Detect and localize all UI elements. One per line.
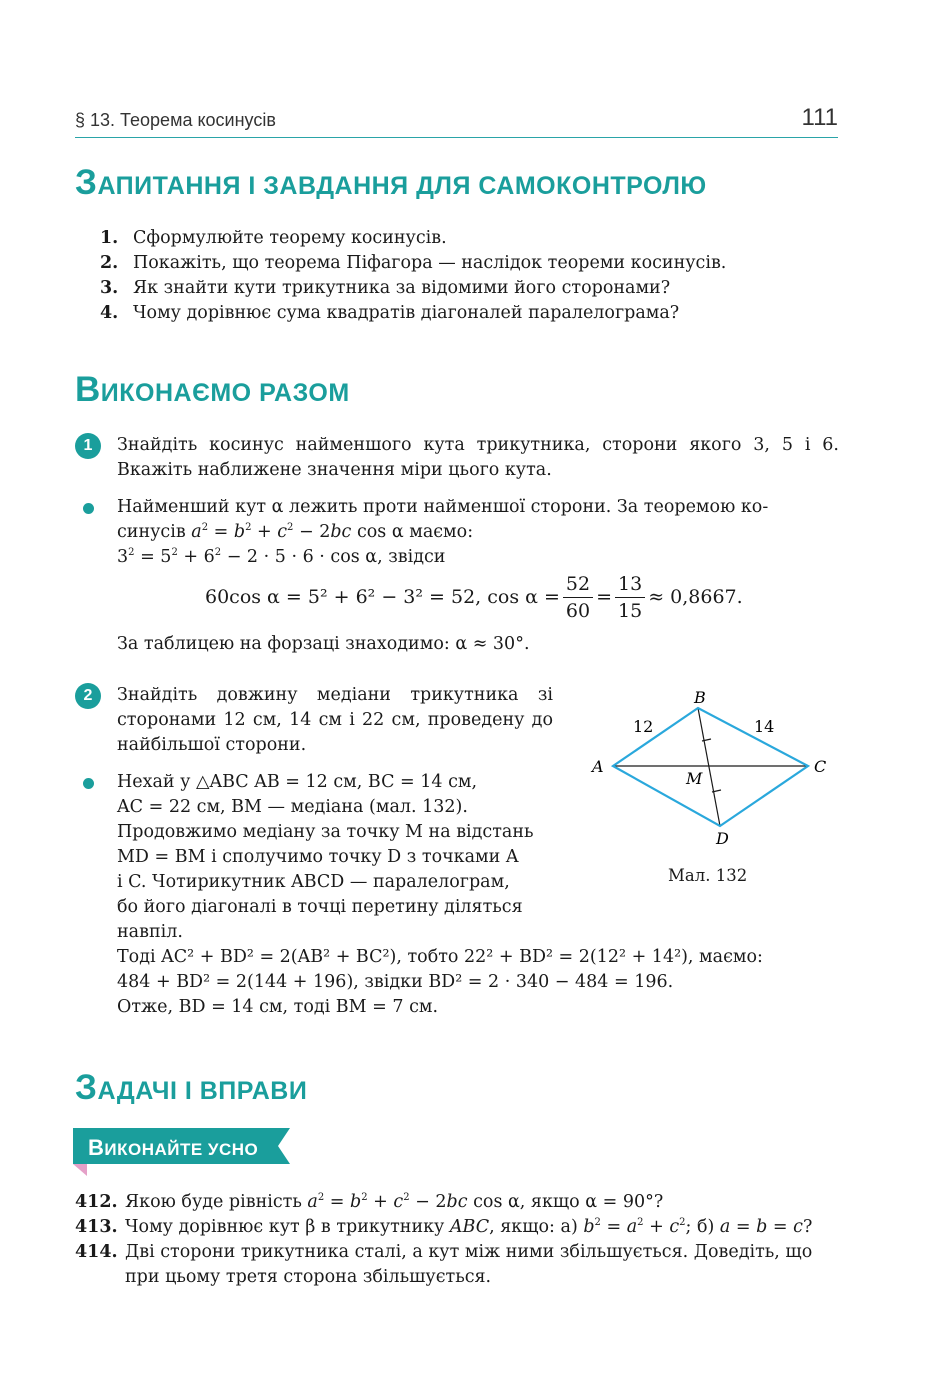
label-side-ab: 12 — [633, 717, 654, 736]
exercises-title: ЗАДАЧІ І ВПРАВИ — [75, 1068, 308, 1107]
exercise-413: 413. Чому дорівнює кут β в трикутнику ABC, якщо: а) $b^2 = a^2 + c^2$; б) a = b = c? — [75, 1217, 813, 1237]
label-m: M — [686, 769, 703, 788]
solution-1-conclusion: За таблицею на форзаці знаходимо: α ≈ 30°. — [117, 634, 530, 654]
question-2: 2. Покажіть, що теорема Піфагора — наслідок теореми косинусів. — [100, 253, 727, 273]
cosine-formula: 60cos α = 5² + 6² − 3² = 52, cos α = $\frac{52}{60}$ = $\frac{13}{15}$ ≈ 0,8667. — [205, 572, 743, 622]
label-d: D — [716, 829, 729, 848]
solution-2-text: Нехай у △ABC AB = 12 см, BC = 14 см, AC = 22 см, BM — медіана (мал. 132). Продовжимо медіану за точку M на відстань MD = BM і сполучимо точку D з точками A і C. Чотирикутник ABCD — паралелограм, бо його діагоналі в точці перетину діляться навпіл. Тоді AC² + BD² = 2(AB² + BC²), тобто 22² + BD² = 2(12² + 14²), маємо: 484 + BD² = 2(144 + 196), звідки BD² = 2 · 340 − 484 = 196. Отже, BD = 14 см, тоді BM = 7 см. — [117, 772, 763, 1017]
diagonal-bd — [698, 708, 720, 826]
together-title: ВИКОНАЄМО РАЗОМ — [75, 370, 350, 409]
exercise-412: 412. Якою буде рівність $a^2 = b^2 + c^2 - 2bc$ cos α, якщо α = 90°? — [75, 1192, 664, 1212]
solution-2-bullet — [83, 778, 94, 789]
self-check-title: ЗАПИТАННЯ І ЗАВДАННЯ ДЛЯ САМОКОНТРОЛЮ — [75, 163, 707, 202]
header-divider — [75, 137, 838, 138]
oral-exercises-label: ВИКОНАЙТЕ УСНО — [88, 1135, 259, 1160]
fraction-13-15: $\frac{13}{15}$ — [615, 571, 645, 624]
question-3: 3. Як знайти кути трикутника за відомими його сторонами? — [100, 278, 671, 298]
task-1-badge: 1 — [75, 433, 101, 459]
label-side-bc: 14 — [754, 717, 775, 736]
task-1-text: Знайдіть косинус найменшого кута трикутника, сторони якого 3, 5 і 6. Вкажіть наближене значення міри цього кута. — [117, 435, 839, 480]
label-a: A — [592, 757, 604, 776]
exercise-414: 414. Дві сторони трикутника сталі, а кут між ними збільшується. Доведіть, що при цьому третя сторона збільшується. — [75, 1242, 813, 1287]
task-2-text: Знайдіть довжину медіани трикутника зі сторонами 12 см, 14 см і 22 см, проведену до найбільшої сторони. — [117, 685, 553, 755]
label-c: C — [814, 757, 827, 776]
self-check-questions — [100, 226, 726, 326]
fraction-52-60: $\frac{52}{60}$ — [563, 571, 593, 624]
question-1: 1. Сформулюйте теорему косинусів. — [100, 228, 447, 248]
solution-1-bullet — [83, 503, 94, 514]
running-head: § 13. Теорема косинусів — [75, 110, 276, 130]
exercise-list — [75, 1190, 839, 1290]
solution-1-text: Найменший кут α лежить проти найменшої сторони. За теоремою ко- синусів $a^2 = b^2 + c^2 - 2bc$ cos α маємо: $3^2 = 5^2 + 6^2 - 2 \cdot 5 \cdot 6 \cdot \cos \alpha$, звідси — [117, 497, 769, 567]
figure-caption: Мал. 132 — [668, 866, 748, 885]
parallelogram-diagram — [580, 680, 840, 855]
label-b: B — [694, 688, 706, 707]
question-4: 4. Чому дорівнює сума квадратів діагоналей паралелограма? — [100, 303, 680, 323]
task-2-badge: 2 — [75, 683, 101, 709]
page-number: 111 — [801, 104, 838, 131]
